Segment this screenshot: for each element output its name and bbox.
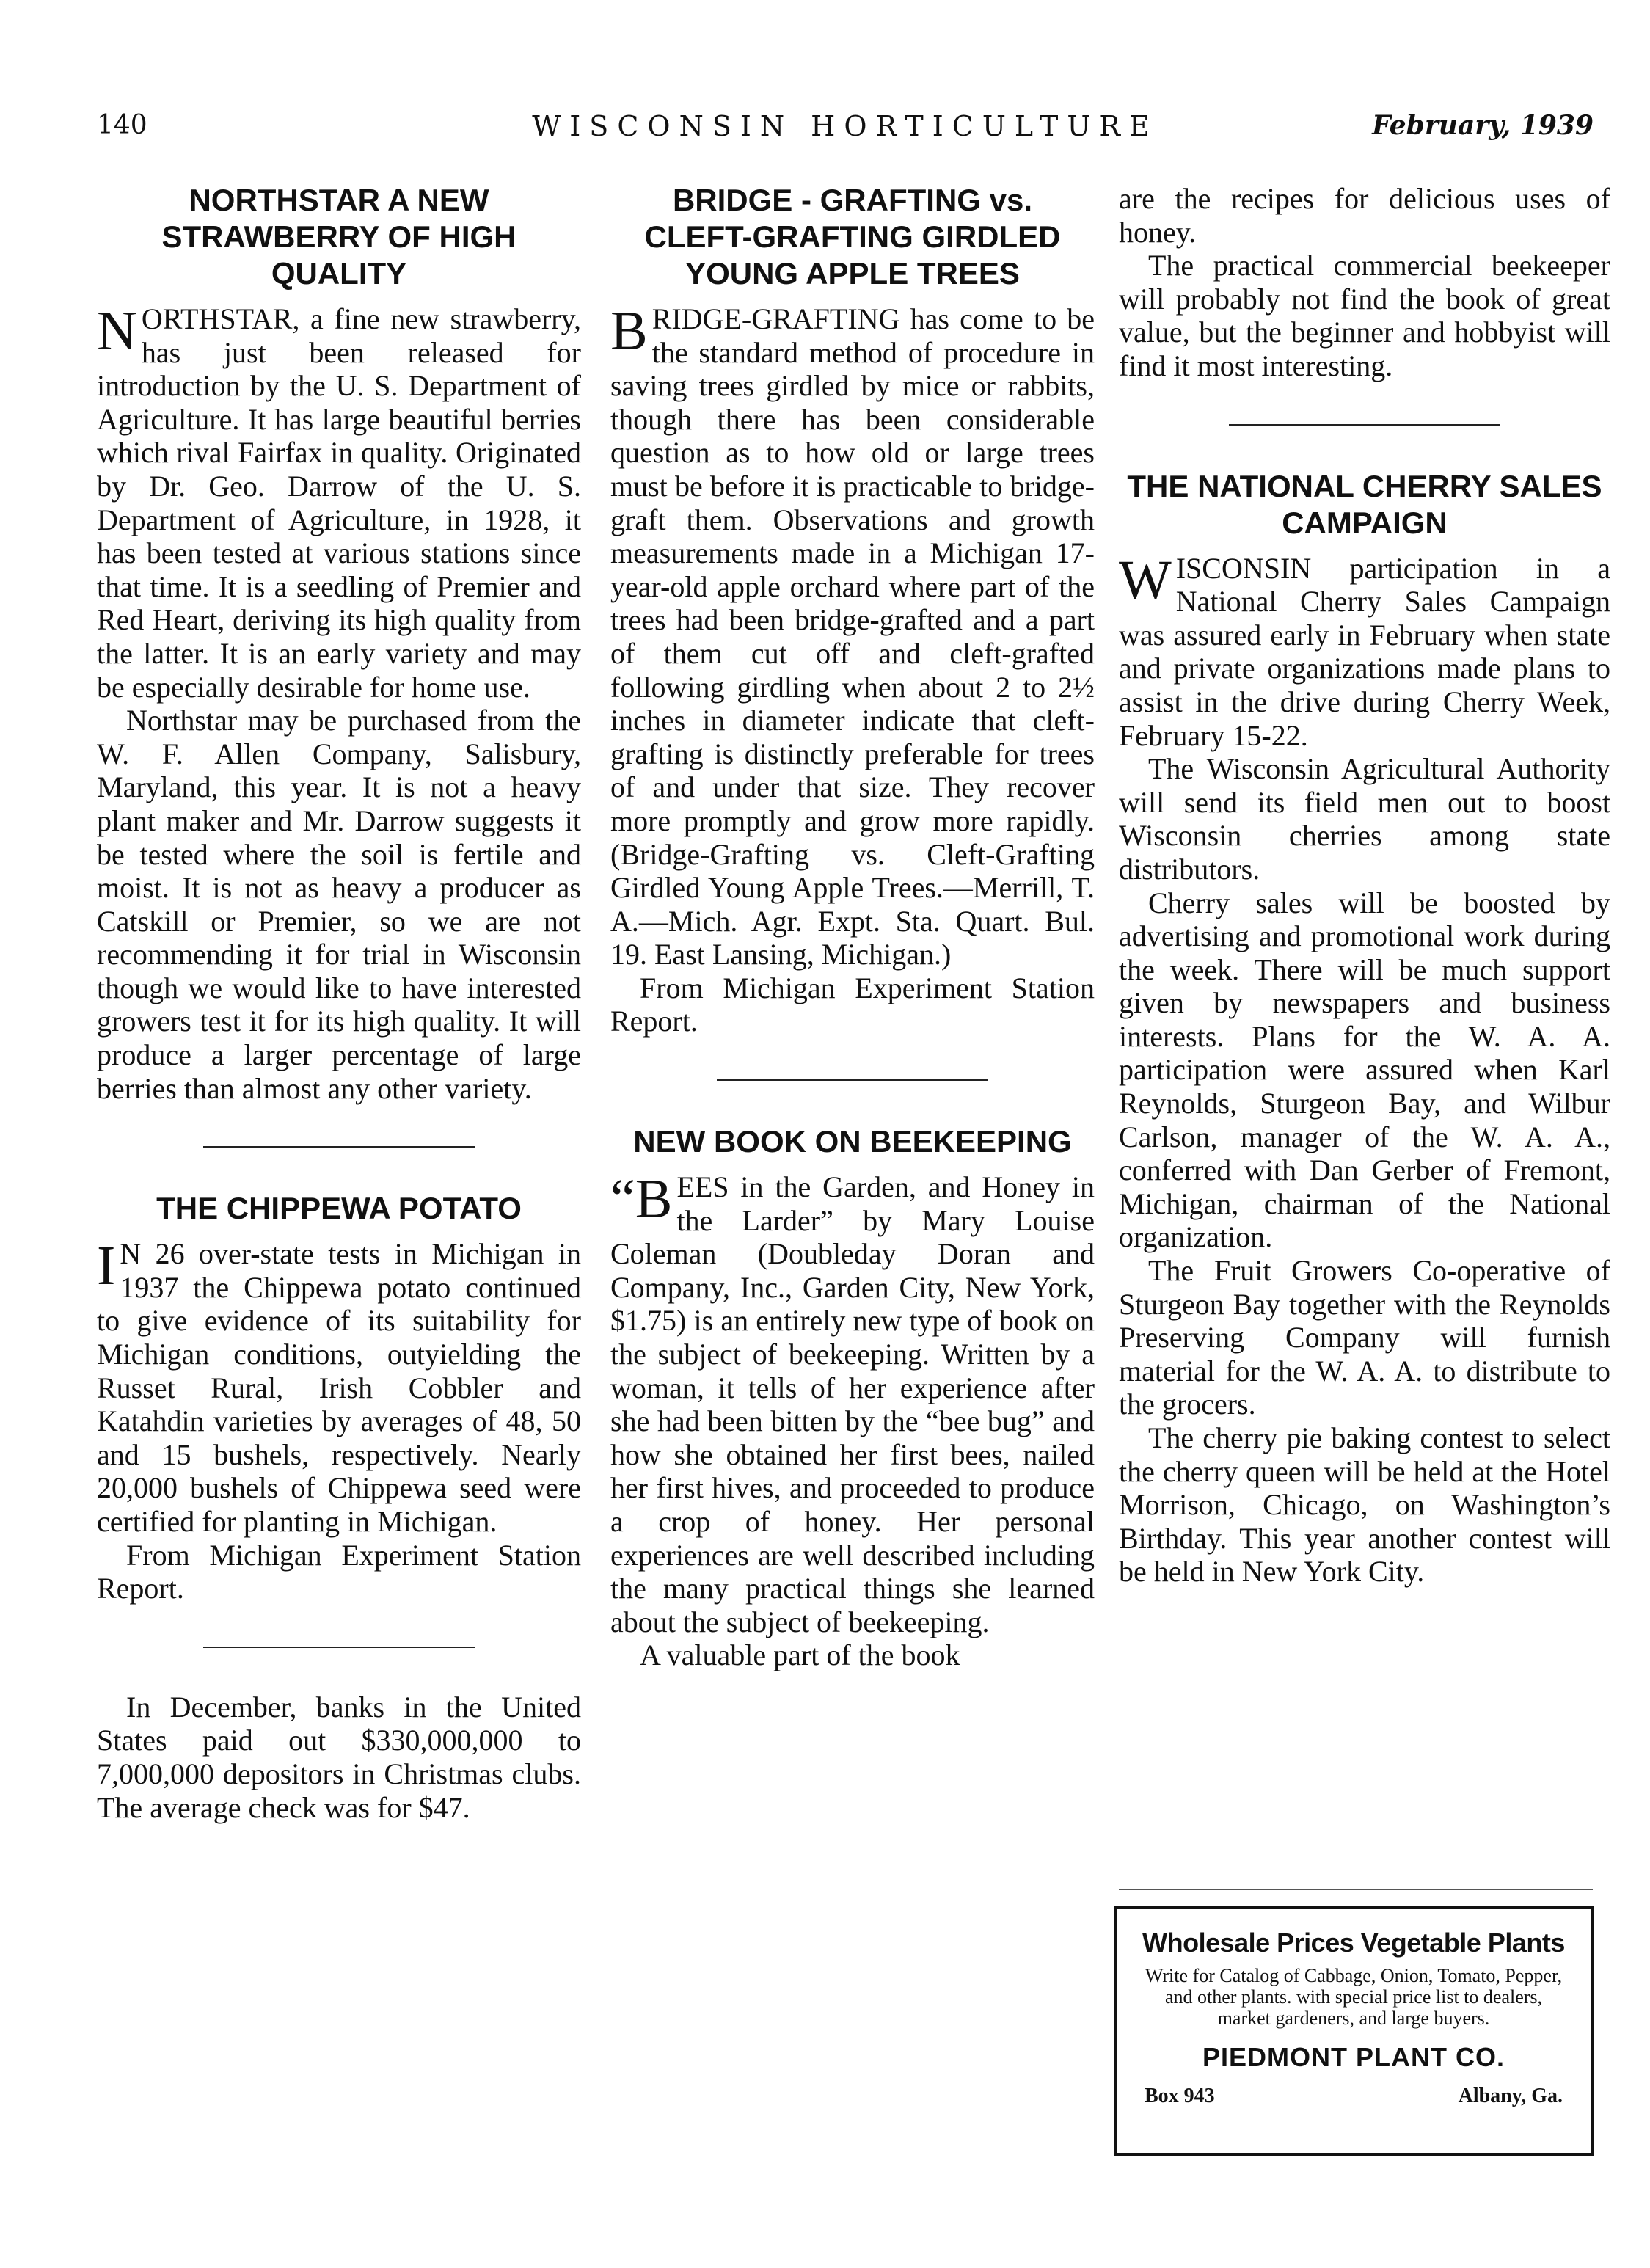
paragraph [610,1170,1095,1638]
advertisement-box [1114,1906,1594,2156]
ad-address [1142,2085,1566,2108]
paragraph: The Wisconsin Agricultural Authority will send its field men out to boost Wisconsin cherries among state distributors. [1119,752,1610,886]
paragraph: The Fruit Growers Co-operative of Sturgeon Bay together with the Reynolds Preserving Company will furnish material for the W. A. A. to distribute to the grocers. [1119,1254,1610,1421]
article-title: BRIDGE - GRAFTING vs. CLEFT-GRAFTING GIRDLED YOUNG APPLE TREES [644,183,1061,291]
ad-description: Write for Catalog of Cabbage, Onion, Tomato, Pepper, and other plants. with special price list to dealers, market gardeners, and large buyers. [1145,1965,1563,2029]
article-body-continued [1119,182,1610,383]
paragraph [97,1237,581,1538]
paragraph-text: ISCONSIN participation in a National Cherry Sales Campaign was assured early in February when state and private organizations made plans to assist in the drive during Cherry Week, February 15-22. [1119,551,1610,752]
paragraph: The cherry pie baking contest to select the cherry queen will be held at the Hotel Morrison, Chicago, on Washington’s Birthday. This year another contest will be held in New York City. [1119,1421,1610,1589]
running-head [97,110,1594,154]
drop-cap: “B [610,1168,673,1230]
paragraph-text: ORTHSTAR, a fine new strawberry, has just been released for introduction by the U. S. Department of Agriculture. It has large beautiful berries which rival Fairfax in quality. Originated by Dr. Geo. Darrow of the U. S. Department of Agriculture, in 1928, it has been tested at various stations since that time. It is a seedling of Premier and Red Heart, deriving its high quality from the latter. It is an early variety and may be especially desirable for home use. [97,302,581,704]
paragraph: From Michigan Experiment Station Report. [97,1538,581,1605]
article-body [97,302,581,1105]
paragraph-text: EES in the Garden, and Honey in the Larder” by Mary Louise Coleman (Doubleday Doran and Company, Inc., Garden City, New York, $1.75) is an entirely new type of book on the subject of beekeeping. Written by a woman, it tells of her experience after she had been bitten by the “bee bug” and how she obtained her first bees, nailed her first hives, and proceeded to produce a crop of honey. Her personal experiences are well described including the many practical things she learned about the subject of beekeeping. [610,1170,1095,1638]
article-body [97,1691,581,1824]
article-bridge-grafting [610,182,1095,1038]
article-northstar [97,182,581,1105]
ad-headline: Wholesale Prices Vegetable Plants [1142,1928,1565,1958]
drop-cap: B [610,300,648,362]
article-christmas-clubs [97,1691,581,1824]
article-title: NORTHSTAR A NEW STRAWBERRY OF HIGH QUALITY [161,183,516,291]
paragraph: Cherry sales will be boosted by advertising and promotional work during the week. There will be much support given by newspapers and business interests. Plans for the W. A. A. participation were assured when Karl Reynolds, Sturgeon Bay, and Wilbur Carlson, manager of the W. A. A., conferred with Dan Gerber of Fremont, Michigan, chairman of the National organization. [1119,886,1610,1254]
column-1 [97,182,581,1824]
publication-title: WISCONSIN HORTICULTURE [532,110,1158,142]
article-title: THE NATIONAL CHERRY SALES CAMPAIGN [1127,468,1602,540]
article-body [610,302,1095,1038]
drop-cap: W [1119,549,1172,611]
drop-cap: N [97,300,137,362]
article-beekeeping [610,1123,1095,1672]
paragraph [97,302,581,704]
article-body [1119,549,1610,1589]
ad-box-number: Box 943 [1145,2085,1215,2107]
paragraph: Northstar may be purchased from the W. F. Allen Company, Salisbury, Maryland, this year. It is not a heavy plant maker and Mr. Darrow suggests it be tested where the soil is fertile and moist. It is not as heavy a producer as Catskill or Premier, so we are not recommending it for trial in Wisconsin though we would like to have interested growers test it for its high quality. It will produce a larger percentage of large berries than almost any other variety. [97,704,581,1105]
paragraph: A valuable part of the book [640,1638,960,1672]
article-title: THE CHIPPEWA POTATO [156,1191,522,1226]
ad-city: Albany, Ga. [1458,2085,1563,2107]
article-body [610,1170,1095,1672]
column-2 [610,182,1095,1672]
paragraph [1119,549,1610,753]
column-3 [1119,182,1610,1589]
ad-company-name: PIEDMONT PLANT CO. [1202,2042,1505,2072]
page-number: 140 [97,110,147,140]
paragraph [610,302,1095,971]
paragraph: From Michigan Experiment Station Report. [610,971,1095,1038]
section-divider [1229,424,1500,426]
paragraph: are the recipes for delicious uses of honey. [1119,182,1610,249]
paragraph: In December, banks in the United States paid out $330,000,000 to 7,000,000 depositors in Christmas clubs. The average check was for $47. [97,1690,581,1824]
article-title: NEW BOOK ON BEEKEEPING [633,1124,1072,1159]
ad-divider [1119,1889,1593,1890]
article-chippewa [97,1190,581,1605]
paragraph-text: N 26 over-state tests in Michigan in 1937 the Chippewa potato continued to give evidence of its suitability for Michigan conditions, outyielding the Russet Rural, Irish Cobbler and Katahdin varieties by averages of 48, 50 and 15 bushels, respectively. Nearly 20,000 bushels of Chippewa seed were certified for planting in Michigan. [97,1237,581,1538]
issue-date: February, 1939 [1372,110,1594,141]
article-body [97,1237,581,1605]
paragraph-text: RIDGE-GRAFTING has come to be the standard method of procedure in saving trees girdled by mice or rabbits, though there has been considerable question as to how old or large trees must be before it is practicable to bridge-graft them. Observations and growth measurements made in a Michigan 17-year-old apple orchard where part of the trees had been bridge-grafted and a part of them cut off and cleft-grafted following girdling when about 2 to 2½ inches in diameter indicate that cleft-grafting is distinctly preferable for trees of and under that size. They recover more promptly and grow more rapidly. (Bridge-Grafting vs. Cleft-Grafting Girdled Young Apple Trees.—Merrill, T. A.—Mich. Agr. Expt. Sta. Quart. Bul. 19. East Lansing, Michigan.) [610,302,1095,971]
section-divider [203,1647,475,1648]
paragraph: The practical commercial beekeeper will probably not find the book of great value, but the beginner and hobbyist will find it most interesting. [1119,249,1610,382]
section-divider [717,1079,988,1081]
section-divider [203,1146,475,1148]
article-cherry-campaign [1119,468,1610,1589]
drop-cap: I [97,1235,116,1297]
